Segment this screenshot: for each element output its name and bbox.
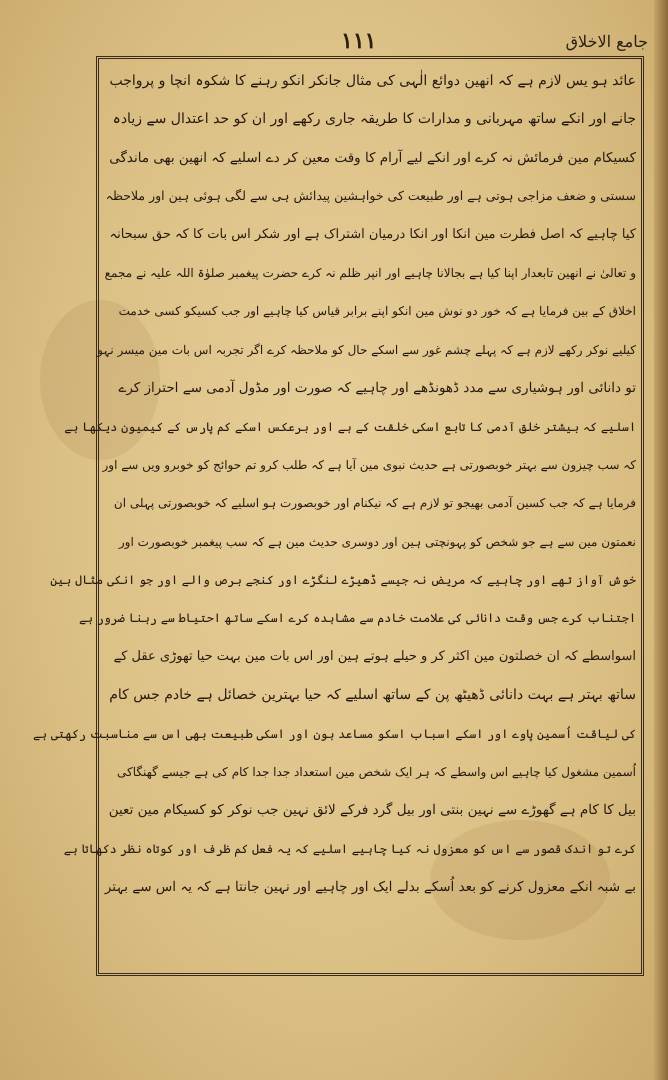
page-number: ۱۱۱: [341, 28, 377, 54]
text-line: اسلیے کہ بیشتر خلق آدمی کا تابع اسکی خلقت کے ہے اور برعکس اسکے کم پارس کے کیمیون دیکھا ہے: [64, 419, 636, 434]
text-line: و تعالیٰ نے انھین تابعدار اپنا کیا ہے بجالانا چاہیے اور انپر ظلم نہ کرے حضرت پیغمبر صلوٰۃ اللہ علیہ نے مجمع: [104, 265, 636, 280]
text-line: کی لیاقت اُسمین پاوے اور اسکے اسباب اسکو مساعد ہون اور اسکی طبیعت بھی اس سے مناسبت رکھتی ہے: [32, 726, 636, 741]
text-line: تو دانائی اور ہوشیاری سے مدد ڈھونڈھے اور چاہیے کہ صورت اور مڈول آدمی سے احتراز کرے: [118, 380, 636, 397]
page-header: [96, 28, 648, 58]
page-edge: [654, 0, 668, 1080]
text-line: فرمایا ہے کہ جب کسین آدمی بھیجو تو لازم ہے کہ نیکنام اور خوبصورت ہو اسلیے کہ خوبصورتی پہلی ان: [113, 496, 636, 511]
text-line: اُسمین مشغول کیا چاہیے اس واسطے کہ ہر ایک شخص مین استعداد جدا جدا کام کی ہے جیسے گھنگاکی: [117, 765, 636, 780]
text-line: سستی و ضعف مزاجی ہوتی ہے اور طبیعت کی خواہشین پیدائش ہی سے لگی ہوئی ہین اور ملاحظہ: [105, 188, 636, 204]
text-line: اخلاق کے بین فرمایا ہے کہ خور دو نوش مین انکو اپنے برابر قیاس کیا چاہیے اور جب کسیکو کسی خدمت: [118, 304, 636, 319]
text-line: اسواسطے کہ ان خصلتون مین اکثر کر و حیلے ہوتے ہین اور اس بات مین بہت حیا تھوڑی عقل کے: [113, 648, 636, 664]
text-line: جانے اور انکے ساتھ مہربانی و مدارات کا طریقہ جاری رکھے اور ان کو حد اعتدال سے زیادہ: [112, 111, 636, 128]
text-line: بے شبہ انکے معزول کرنے کو بعد اُسکے بدلے ایک اور چاہیے اور نہین جانتا ہے کہ یہ اس سے بہتر: [104, 879, 636, 896]
text-line: عائد ہو یس لازم ہے کہ انھین دوائع الٰہی کی مثال جانکر انکو رہنے کا شکوہ انچا و پرواجب: [109, 73, 636, 89]
text-line: کیا چاہیے کہ اصل فطرت مین انکا اور انکا درمیان اشتراک ہے اور شکر اس بات کا کہ حق سبحانہ: [109, 226, 636, 242]
text-line: کسیکام مین فرمائش نہ کرے اور انکے لیے آرام کا وقت معین کر دے اسلیے کہ انھین بھی ماندگی: [109, 149, 636, 166]
text-line: بیل کا کام ہے گھوڑے سے نہین بنتی اور بیل گرد فرکے لائق نہین جب نوکر کو کسیکام مین تعین: [108, 802, 636, 819]
body-text: [32, 62, 636, 972]
text-line: کیلیے نوکر رکھے لازم ہے کہ پہلے چشم غور سے اسکے حال کو ملاحظہ کرے اگر تجربہ اس بات مین میسر نہو: [97, 342, 636, 357]
text-line: اجتناب کرے جس وقت دانائی کی علامت خادم سے مشاہدہ کرے اسکے ساتھ احتیاط سے رہنا ضرور ہے: [78, 611, 636, 626]
running-title: جامع الاخلاق: [565, 32, 648, 51]
text-line: کہ سب چیزون سے بہتر خوبصورتی ہے حدیث نبوی مین آیا ہے کہ طلب کرو تم حوائج کو خوبرو ویں سے اور: [102, 457, 636, 472]
text-line: کرے تو اندک قصور سے اس کو معزول نہ کیا چاہیے اسلیے کہ یہ فعل کم ظرف اور کوتاہ نظر دکھاتا ہے: [63, 841, 636, 856]
text-line: نعمتون مین سے ہے جو شخص کو پہونچتی ہین اور دوسری حدیث مین ہے کہ سب پیغمبر خوبصورت اور: [118, 534, 636, 549]
text-line: ساتھ بہتر ہے بہت دانائی ڈھیٹھ پن کے ساتھ اسلیے کہ حیا بہترین خصائل ہے خادم جس کام: [109, 687, 636, 704]
text-line: خوش آواز تھے اور چاہیے کہ مریض نہ جیسے ڈھیڑے لنگڑے اور کنجے برص والے اور جو انکی مثال ہین: [50, 573, 636, 588]
